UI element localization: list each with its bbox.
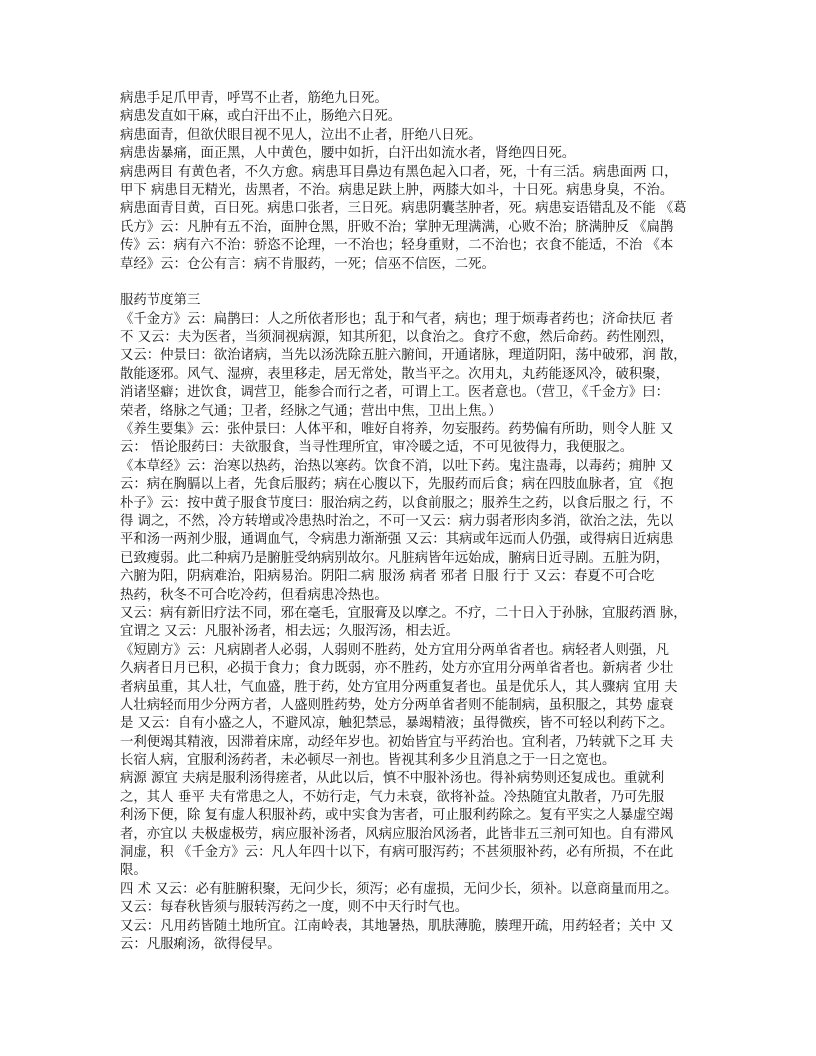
text-line: 散能逐邪。风气、湿痹，表里移走，居无常处，散当平之。次用丸，丸药能逐风冷，破积聚， [120,366,670,382]
text-line: 病患两目 有黄色者，不久方愈。病患耳目鼻边有黑色起入口者，死，十有三活。病患面两 口， [120,164,678,180]
paragraph-prognosis [120,164,710,274]
text-line: 利汤下便，除 复有虚人积服补药，或中实食为害者，可止服利药除之。复有平实之人暴虚空竭 [120,808,674,824]
text-line: 云： 悟论服药曰：夫欲服食，当寻性理所宜，审冷暖之适，不可见彼得力，我便服之。 [120,440,634,456]
text-line: 得 调之，不然，冷方转增或冷患热时治之，不可一又云：病力弱者形肉多消，欲治之法，先以 [120,513,674,529]
document-body [120,90,710,954]
paragraph-gap [120,274,710,292]
text-line: 病患齿暴痛，面正黑，人中黄色，腰中如折，白汗出如流水者，肾绝四日死。 [120,146,576,162]
text-line: 病患面青目黄，百日死。病患口张者，三日死。病患阴囊茎肿者，死。病患妄语错乱及不能 《葛 [120,201,687,217]
text-line: 又云：每春秋皆须与服转泻药之一度，则不中天行时气也。 [120,900,469,916]
text-line: 久病者日月已积，必损于食力；食力既弱，亦不胜药，处方亦宜用分两单省者也。新病者 少壮 [120,661,674,677]
text-line: 草经》云：仓公有言：病不肯服药，一死；信巫不信医，二死。 [120,256,495,272]
section-body [120,311,710,955]
text-line: 六腑为阳，阴病难治，阳病易治。阴阳二病 服汤 病者 邪者 日服 行于 又云：春夏不可合吃 [120,569,655,585]
text-line: 不 又云：夫为医者，当须洞视病源，知其所犯，以食治之。食疗不愈，然后命药。药性刚烈， [120,330,674,346]
text-line: 消诸坚癖；进饮食，调营卫，能参合而行之者，可谓上工。医者意也。（营卫，《千金方》曰： [120,385,670,401]
text-line: 宜谓之 又云：凡服补汤者，相去远；久服泻汤，相去近。 [120,624,460,640]
intro-lines [120,90,710,164]
text-line: 《千金方》云：扁鹊曰：人之所依者形也；乱于和气者，病也；理于烦毒者药也；济命扶厄 者 [120,311,674,327]
text-line: 病患面青，但欲伏眼目视不见人，泣出不止者，肝绝八日死。 [120,127,482,143]
text-line: 四 术 又云：必有脏腑积聚，无问少长，须泻；必有虚损，无问少长，须补。以意商量而用之。 [120,881,678,897]
text-line: 云：病在胸膈以上者，先食后服药；病在心腹以下，先服药而后食；病在四肢血脉者，宜 《抱 [120,477,674,493]
text-line: 是 又云：自有小盛之人，不避风凉，触犯禁忌，暴竭精液；虽得微疾，皆不可轻以利药下之。 [120,716,674,732]
text-line: 长宿人病，宜服利汤药者，未必顿尽一剂也。皆视其利多少且消息之于一日之宽也。 [120,753,616,769]
text-line: 传》云：病有六不治：骄恣不论理，一不治也；轻身重财，二不治也；衣食不能适，不治 《本 [120,238,674,254]
text-line: 已致瘦弱。此二种病乃是腑脏受纳病别故尔。凡脏病皆年远始成，腑病日近寻剧。五脏为阴， [120,550,670,566]
text-line: 者，亦宜以 夫极虚极劳，病应服补汤者，风病应服治风汤者，此皆非五三剂可知也。自有滞风 [120,826,674,842]
text-line: 朴子》云：按中黄子服食节度曰：服治病之药，以食前服之；服养生之药，以食后服之 行，不 [120,495,674,511]
text-line: 病源 源宜 夫病是服利汤得瘥者，从此以后，慎不中服补汤也。得补病势则还复成也。重就利 [120,771,665,787]
text-line: 又云：凡用药皆随土地所宜。江南岭表，其地暑热，肌肤薄脆，腠理开疏，用药轻者；关中 又 [120,918,674,934]
text-line: 病患发直如干麻，或白汗出不止，肠绝六日死。 [120,109,402,125]
text-line: 氏方》云：凡肿有五不治，面肿仓黑，肝败不治；掌肿无理满满，心败不治；脐满肿反 《扁鹊 [120,219,674,235]
text-line: 《短剧方》云：凡病剧者人必弱，人弱则不胜药，处方宜用分两单省者也。病轻者人则强，凡 [120,642,670,658]
text-line: 荣者，络脉之气通；卫者，经脉之气通；营出中焦，卫出上焦。） [120,403,502,419]
section-title: 服药节度第三 [120,293,201,309]
text-line: 云：凡服痢汤，欲得侵早。 [120,936,281,952]
text-line: 者病虽重，其人壮，气血盛，胜于药，处方宜用分两重复者也。虽是优乐人，其人骤病 宜用 夫 [120,679,678,695]
text-line: 又云：病有新旧疗法不同，邪在毫毛，宜服膏及以摩之。不疗，二十日入于孙脉，宜服药酒 脉， [120,605,687,621]
text-line: 之，其人 垂平 夫有常患之人，不妨行走，气力未衰，欲将补益。冷热随宜丸散者，乃可先服 [120,789,665,805]
text-line: 《养生要集》云：张仲景曰：人体平和，唯好自将养，勿妄服药。药势偏有所助，则令人脏 又 [120,422,674,438]
text-line: 平和汤一两剂少服，通调血气，令病患力渐渐强 又云：其病或年远而人仍强，或得病日近病患 [120,532,674,548]
text-line: 又云：仲景曰：欲治诸病，当先以汤洗除五脏六腑间，开通诸脉，理道阴阳，荡中破邪，润 散， [120,348,687,364]
text-line: 热药，秋冬不可合吃冷药，但看病患冷热也。 [120,587,388,603]
text-line: 限。 [120,863,147,879]
text-line: 《本草经》云：治寒以热药，治热以寒药。饮食不消，以吐下药。鬼注蛊毒，以毒药；痈肿 又 [120,458,674,474]
text-line: 甲下 病患目无精光，齿黑者，不治。病患足趺上肿，两膝大如斗，十日死。病患身臭，不治。 [120,182,674,198]
text-line: 人壮病轻而用少分两方者，人盛则胜药势，处方分两单省者则不能制病，虽积服之，其势 虚衰 [120,697,674,713]
text-line: 洞虚，积 《千金方》云：凡人年四十以下，有病可服泻药；不甚须服补药，必有所损，不在此 [120,845,674,861]
text-line: 病患手足爪甲青，呼骂不止者，筋绝九日死。 [120,91,388,106]
text-line: 一利便竭其精液，因滞着床席，动经年岁也。初始皆宜与平药治也。宜利者，乃转就下之耳 夫 [120,734,674,750]
